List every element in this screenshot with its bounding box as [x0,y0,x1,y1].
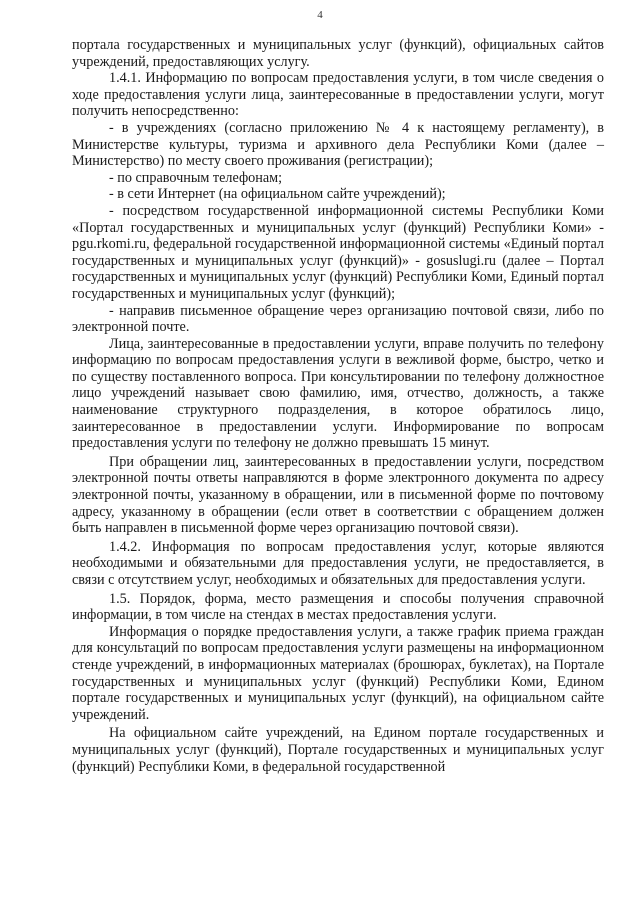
list-item: - по справочным телефонам; [109,169,283,186]
paragraph: Лица, заинтересованные в предоставлении услуги, вправе получить по телефону информацию по вопросам предоставления услуги в вежливой форме, быстро, четко и по существу поставленного вопроса. При консультировании по телефону должностное лицо учреждений называет свою фамилию, имя, отчество, должность, а также наименование структурного подразделения, в которое обратилось лицо, заинтересованное в предоставлении услуги. Информирование по вопросам предоставления услуги по телефону не должно превышать 15 минут. [72,335,604,452]
list-item: - направив письменное обращение через организацию почтовой связи, либо по электронной почте. [72,302,604,336]
page-number: 4 [317,9,323,21]
document-body [72,37,604,775]
list-item: - в сети Интернет (на официальном сайте учреждений); [109,186,446,203]
list-item: - в учреждениях (согласно приложению № 4 к настоящему регламенту), в Министерстве культуры, туризма и архивного дела Республики Коми (далее – Министерство) по месту своего проживания (регистрации); [72,119,604,170]
paragraph: Информация о порядке предоставления услуги, а также график приема граждан для консультаций по вопросам предоставления услуги размещены на информационном стенде учреждений, в информационных материалах (брошюрах, буклетах), на Портале государственных и муниципальных услуг (функций) Республики Коми, Едином портале государственных и муниципальных услуг (функций), на официальном сайте учреждений. [72,623,604,723]
paragraph: При обращении лиц, заинтересованных в предоставлении услуги, посредством электронной почты ответы направляются в форме электронного документа по адресу электронной почты, указанному в обращении, или в письменной форме по почтовому адресу, указанному в обращении (если ответ в соответствии с обращением должен быть направлен в письменной форме через организацию почтовой связи). [72,453,604,537]
paragraph: 1.5. Порядок, форма, место размещения и способы получения справочной информации, в том числе на стендах в местах предоставления услуги. [72,590,604,624]
paragraph: 1.4.1. Информацию по вопросам предоставления услуги, в том числе сведения о ходе предоставления услуги лица, заинтересованные в предоставлении услуги, могут получить непосредственно: [72,70,604,120]
paragraph: 1.4.2. Информация по вопросам предоставления услуг, которые являются необходимыми и обязательными для предоставления услуги, не предоставляется, в связи с отсутствием услуг, необходимых и обязательных для предоставления услуги. [72,538,604,588]
paragraph: На официальном сайте учреждений, на Едином портале государственных и муниципальных услуг (функций), Портале государственных и муниципальных услуг (функций) Республики Коми, в федеральной государственной [72,725,604,775]
paragraph: портала государственных и муниципальных услуг (функций), официальных сайтов учреждений, предоставляющих услугу. [72,37,604,70]
list-item: - посредством государственной информационной системы Республики Коми «Портал государственных и муниципальных услуг (функций) Республики Коми» - pgu.rkomi.ru, федеральной государственной информационной системы «Единый портал государственных и муниципальных услуг (функций)» - gosuslugi.ru (далее – Портал государственных и муниципальных услуг (функций) Республики Коми, Единый портал государственных и муниципальных услуг (функций); [72,202,604,302]
